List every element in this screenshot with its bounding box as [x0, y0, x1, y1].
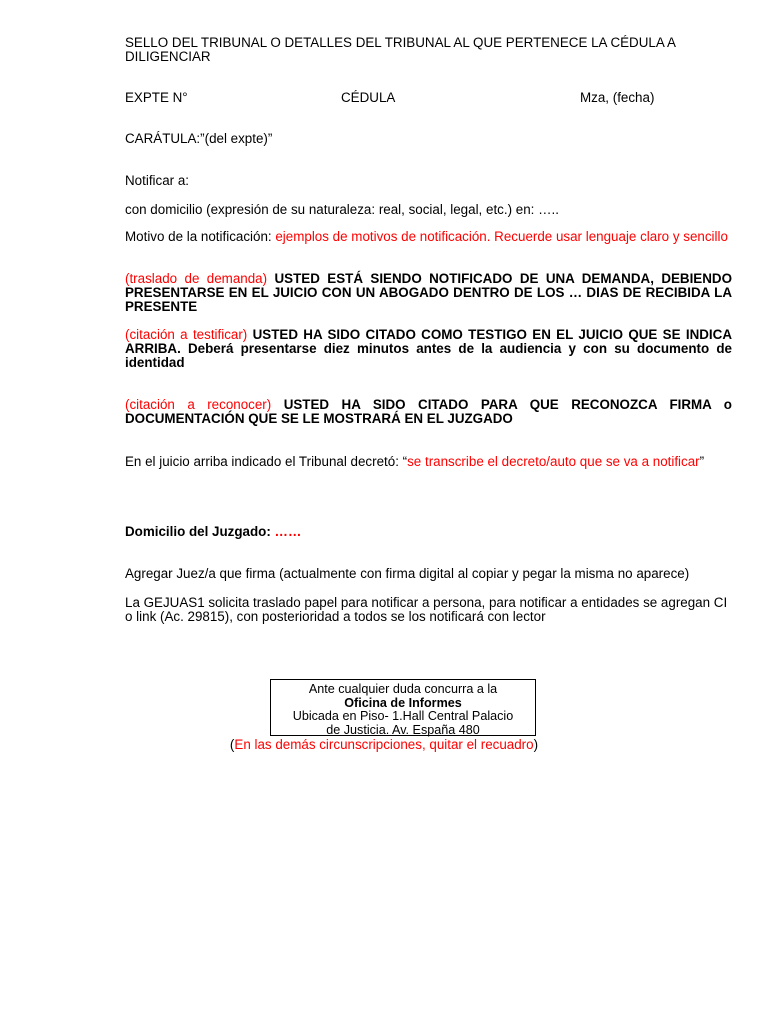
oficina-informes-box — [270, 679, 536, 736]
motivo-example: ejemplos de motivos de notificación. Recuerde usar lenguaje claro y sencillo — [275, 229, 728, 244]
decreto-transcripcion: se transcribe el decreto/auto que se va a notificar — [407, 454, 700, 469]
domicilio-juzgado — [125, 525, 732, 539]
testificar-tag: (citación a testificar) — [125, 327, 248, 342]
traslado-demanda-paragraph — [125, 272, 732, 314]
motivo-notificacion — [125, 230, 732, 244]
tribunal-header-line2: DILIGENCIAR — [125, 49, 211, 64]
traslado-text: USTED ESTÁ SIENDO NOTIFICADO DE UNA DEMANDA, DEBIENDO PRESENTARSE EN EL JUICIO CON UN ABOGADO DENTRO DE LOS … DIAS DE RECIBIDA LA PRESENTE — [125, 271, 732, 314]
decreto-label: En el juicio arriba indicado el Tribunal decretó: “ — [125, 454, 408, 469]
reconocer-text: USTED HA SIDO CITADO PARA QUE RECONOZCA FIRMA o DOCUMENTACIÓN QUE SE LE MOSTRARÁ EN EL JUZGADO — [125, 397, 732, 426]
citacion-testificar-paragraph — [125, 328, 732, 370]
box-line3: Ubicada en Piso- 1.Hall Central Palacio — [292, 709, 514, 723]
gejuas-note: La GEJUAS1 solicita traslado papel para notificar a persona, para notificar a entidades se agregan CI o link (Ac. 29815), con posterioridad a todos se los notificará con lector — [125, 595, 728, 624]
note-open: ( — [229, 737, 235, 752]
note-close: ) — [533, 737, 539, 752]
domicilio: con domicilio (expresión de su naturaleza: real, social, legal, etc.) en: ….. — [125, 202, 559, 217]
traslado-tag: (traslado de demanda) — [125, 271, 268, 286]
box-line4: de Justicia. Av. España 480 — [326, 722, 480, 737]
citacion-reconocer-paragraph — [125, 398, 732, 426]
tribunal-header — [125, 36, 732, 64]
expediente-label: EXPTE N° — [125, 90, 188, 105]
testificar-text: USTED HA SIDO CITADO COMO TESTIGO EN EL JUICIO QUE SE INDICA ARRIBA. Deberá presentarse diez minutos antes de la audiencia y con su documento de identidad — [125, 327, 732, 370]
decreto-paragraph — [125, 455, 725, 469]
tribunal-header-line1: SELLO DEL TRIBUNAL O DETALLES DEL TRIBUNAL AL QUE PERTENECE LA CÉDULA A — [125, 35, 676, 50]
motivo-label: Motivo de la notificación: — [125, 229, 276, 244]
caratula: CARÁTULA:”(del expte)” — [125, 131, 273, 146]
cedula-label: CÉDULA — [341, 90, 396, 105]
juzgado-value: …… — [274, 524, 302, 539]
box-line1: Ante cualquier duda concurra a la — [308, 682, 498, 696]
note-text: En las demás circunscripciones, quitar el recuadro — [234, 737, 534, 752]
agregar-juez: Agregar Juez/a que firma (actualmente con firma digital al copiar y pegar la misma no aparece) — [125, 566, 690, 581]
reconocer-tag: (citación a reconocer) — [125, 397, 272, 412]
juzgado-label: Domicilio del Juzgado: — [125, 524, 275, 539]
notificar-a: Notificar a: — [125, 173, 189, 188]
decreto-close: ” — [699, 454, 705, 469]
box-line2: Oficina de Informes — [344, 695, 462, 710]
circunscripciones-note — [0, 738, 768, 752]
fecha-label: Mza, (fecha) — [580, 90, 655, 105]
